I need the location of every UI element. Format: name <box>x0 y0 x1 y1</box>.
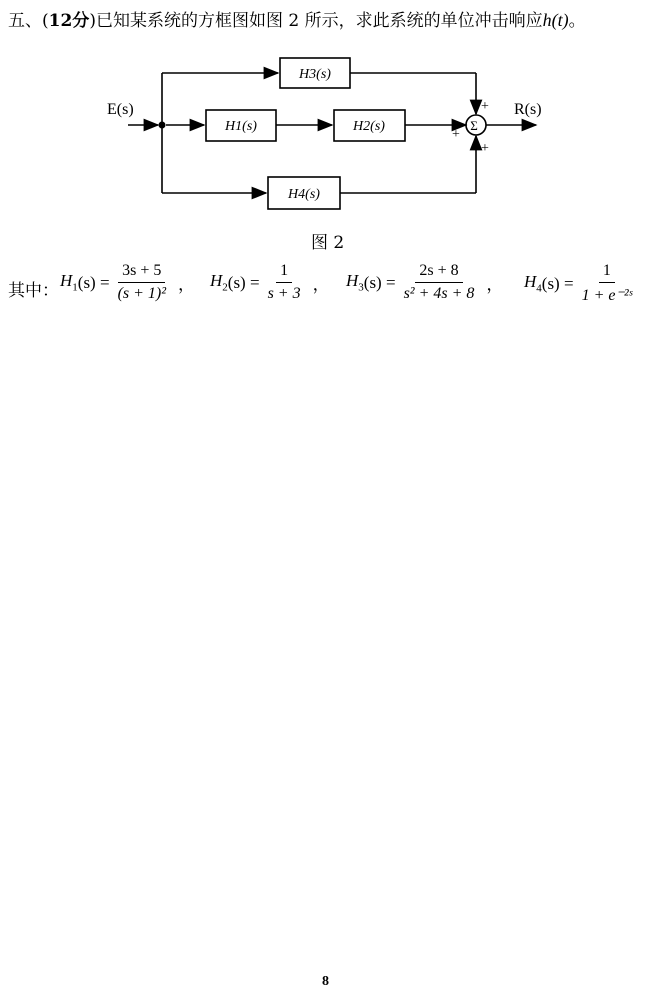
h3-arg: (s) = <box>363 272 396 292</box>
h4-sub: 4 <box>536 282 542 295</box>
h1-arg: (s) = <box>77 272 110 292</box>
h1-fraction <box>114 262 170 303</box>
h2-name: H <box>210 271 223 291</box>
h2-comma: ， <box>312 275 330 294</box>
summer-symbol: Σ <box>470 118 478 133</box>
h2-denominator: s + 3 <box>267 285 301 302</box>
h2-sub: 2 <box>222 281 228 294</box>
page-number: 8 <box>322 974 329 989</box>
question-math: h(t) <box>542 10 569 30</box>
block-diagram <box>0 0 662 240</box>
h1-sub: 1 <box>72 281 78 294</box>
h2-arg: (s) = <box>227 272 260 292</box>
h2-fraction <box>264 262 305 303</box>
block-h4-label: H4(s) <box>288 187 320 202</box>
h3-denominator: s² + 4s + 8 <box>403 285 475 302</box>
def-h2 <box>210 262 330 303</box>
h4-denominator: 1 + e⁻²ˢ <box>581 287 633 304</box>
definitions-label: 其中： <box>8 281 59 301</box>
h4-arg: (s) = <box>541 273 574 293</box>
sign-top: + <box>481 99 489 114</box>
figure-caption: 图 2 <box>311 233 345 253</box>
h3-fraction <box>400 262 479 303</box>
block-h2-label: H2(s) <box>353 119 385 134</box>
sign-left: + <box>452 127 460 142</box>
block-h1-label: H1(s) <box>225 119 257 134</box>
branch-point <box>159 122 166 129</box>
h1-comma: ， <box>178 275 196 294</box>
def-h4 <box>524 262 640 305</box>
h3-name: H <box>346 271 359 291</box>
output-label: R(s) <box>514 101 542 118</box>
h3-numerator: 2s + 8 <box>415 262 462 283</box>
h4-numerator: 1 <box>599 262 615 283</box>
question-points: 12分 <box>48 11 90 31</box>
def-h1 <box>60 262 195 303</box>
sign-bottom: + <box>481 141 489 156</box>
question-prefix: 五、( <box>8 11 49 31</box>
h1-denominator: (s + 1)² <box>117 285 167 302</box>
block-h3-label: H3(s) <box>299 67 331 82</box>
h3-sub: 3 <box>358 281 364 294</box>
h3-comma: ， <box>486 275 504 294</box>
h4-fraction <box>578 262 637 305</box>
h1-name: H <box>60 271 73 291</box>
input-label: E(s) <box>107 101 134 118</box>
h4-name: H <box>524 272 537 292</box>
question-body: )已知某系统的方框图如图 2 所示，求此系统的单位冲击响应 <box>89 11 543 31</box>
def-h3 <box>346 262 503 303</box>
h1-numerator: 3s + 5 <box>118 262 165 283</box>
question-suffix: 。 <box>568 11 586 31</box>
h2-numerator: 1 <box>276 262 292 283</box>
